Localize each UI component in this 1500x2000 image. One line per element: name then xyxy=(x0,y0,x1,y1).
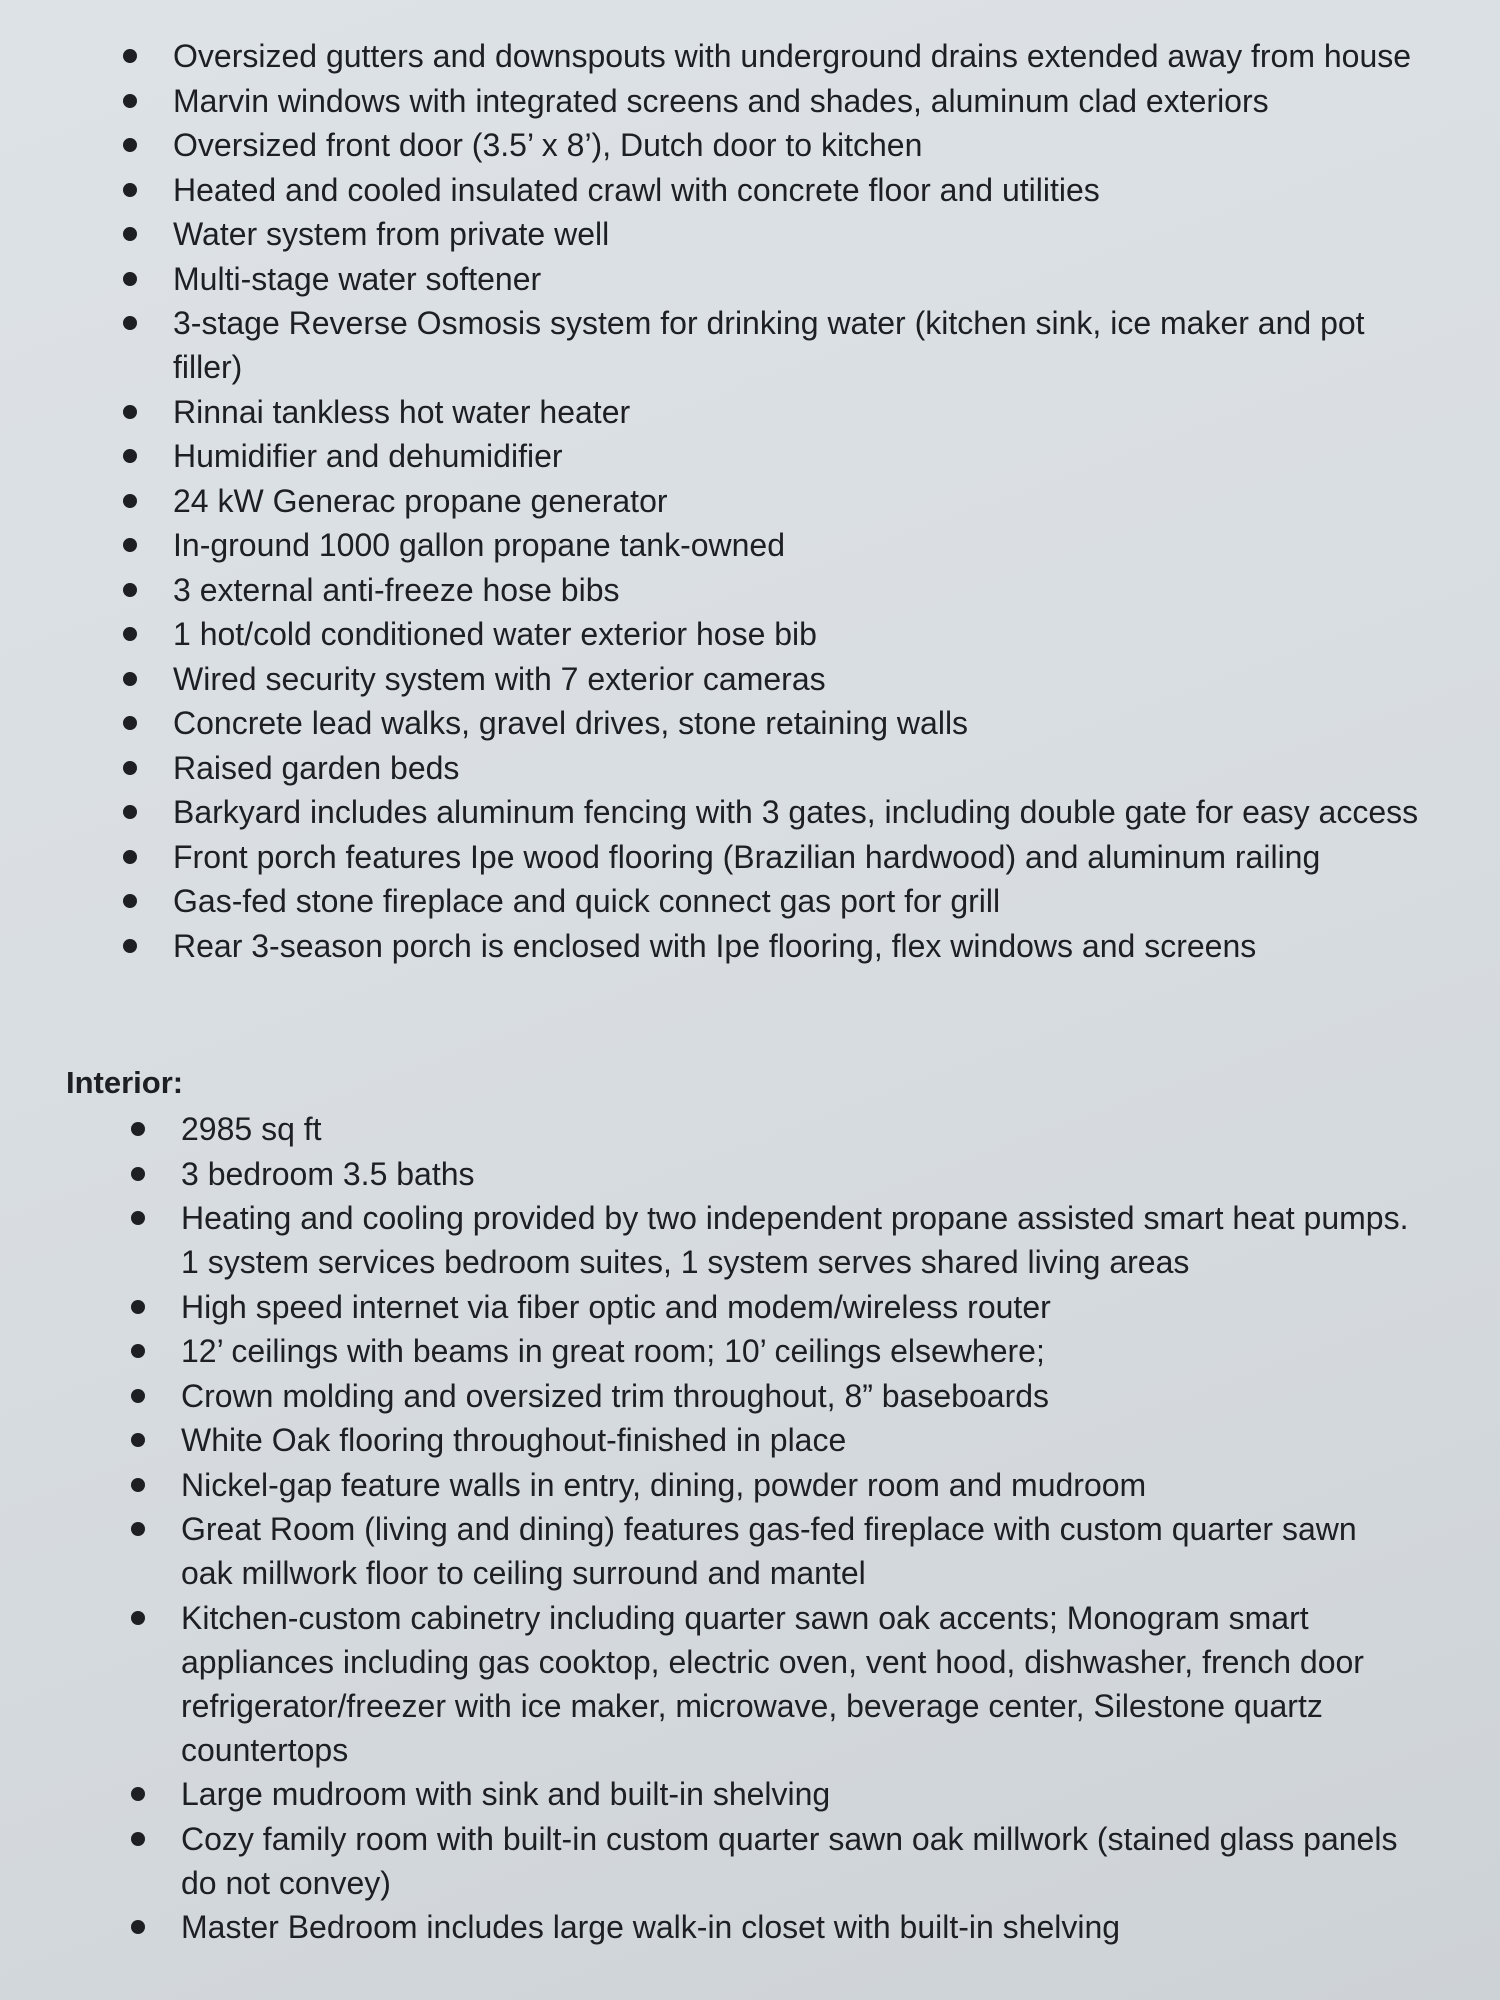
bullet-icon xyxy=(123,449,137,463)
list-item-text: Gas-fed stone fireplace and quick connect gas port for grill xyxy=(173,883,1001,919)
list-item xyxy=(173,479,1433,523)
list-item-text: Rinnai tankless hot water heater xyxy=(173,393,631,430)
list-item-text: Concrete lead walks, gravel drives, stone retaining walls xyxy=(173,705,969,741)
bullet-icon xyxy=(123,405,137,419)
list-item-text: Humidifier and dehumidifier xyxy=(173,438,563,474)
list-item xyxy=(181,1772,1411,1816)
bullet-icon xyxy=(131,1787,145,1801)
list-item-text: Cozy family room with built-in custom quarter sawn oak millwork (stained glass panels do not convey) xyxy=(181,1820,1398,1901)
list-item-text: Rear 3-season porch is enclosed with Ipe flooring, flex windows and screens xyxy=(173,927,1257,964)
list-item-text: Great Room (living and dining) features gas-fed fireplace with custom quarter sawn oak millwork floor to ceiling surround and mantel xyxy=(181,1511,1357,1591)
bullet-icon xyxy=(123,894,137,908)
bullet-icon xyxy=(131,1211,145,1225)
list-item xyxy=(181,1152,1411,1196)
list-item-text: Nickel-gap feature walls in entry, dining, powder room and mudroom xyxy=(181,1466,1147,1503)
bullet-icon xyxy=(131,1300,145,1314)
list-item xyxy=(173,301,1433,389)
list-item xyxy=(181,1463,1411,1507)
list-item xyxy=(181,1905,1411,1949)
bullet-icon xyxy=(131,1920,145,1934)
list-item xyxy=(173,701,1433,745)
list-item-text: Raised garden beds xyxy=(173,749,460,786)
list-item-text: 12’ ceilings with beams in great room; 10’ ceilings elsewhere; xyxy=(181,1333,1045,1369)
list-item xyxy=(181,1418,1411,1462)
list-item-text: Marvin windows with integrated screens and shades, aluminum clad exteriors xyxy=(173,82,1269,119)
list-item xyxy=(173,212,1433,256)
list-item-text: Oversized gutters and downspouts with underground drains extended away from house xyxy=(173,38,1412,74)
list-item xyxy=(173,34,1433,78)
list-item xyxy=(173,879,1433,923)
list-item xyxy=(173,746,1433,790)
bullet-icon xyxy=(123,627,137,641)
list-item xyxy=(173,657,1433,701)
bullet-icon xyxy=(123,227,137,241)
list-item xyxy=(173,390,1433,434)
list-item-text: Heating and cooling provided by two independent propane assisted smart heat pumps. 1 system services bedroom suites, 1 system serves shared living areas xyxy=(181,1200,1409,1280)
bullet-icon xyxy=(123,494,137,508)
bullet-icon xyxy=(123,939,137,953)
list-item xyxy=(173,612,1433,656)
interior-heading: Interior: xyxy=(66,1065,184,1100)
bullet-icon xyxy=(123,138,137,152)
list-item xyxy=(181,1507,1411,1595)
list-item-text: 3 bedroom 3.5 baths xyxy=(181,1155,475,1192)
bullet-icon xyxy=(123,805,137,819)
bullet-icon xyxy=(123,272,137,286)
list-item-text: Large mudroom with sink and built-in shelving xyxy=(181,1776,831,1812)
bullet-icon xyxy=(131,1522,145,1536)
list-item xyxy=(173,924,1433,968)
bullet-icon xyxy=(131,1344,145,1358)
list-item-text: White Oak flooring throughout-finished in place xyxy=(181,1422,847,1458)
list-item-text: 3 external anti-freeze hose bibs xyxy=(173,571,620,608)
list-item xyxy=(173,835,1433,879)
list-item xyxy=(173,790,1433,834)
list-item xyxy=(173,168,1433,212)
list-item-text: High speed internet via fiber optic and modem/wireless router xyxy=(181,1288,1051,1325)
bullet-icon xyxy=(123,183,137,197)
list-item-text: In-ground 1000 gallon propane tank-owned xyxy=(173,527,786,563)
list-item xyxy=(181,1329,1411,1373)
list-item xyxy=(181,1107,1411,1151)
bullet-icon xyxy=(123,583,137,597)
list-item-text: 1 hot/cold conditioned water exterior hose bib xyxy=(173,616,817,652)
list-item-text: Crown molding and oversized trim throughout, 8” baseboards xyxy=(181,1377,1050,1414)
bullet-icon xyxy=(123,761,137,775)
interior-feature-list xyxy=(181,1107,1411,1950)
list-item xyxy=(173,434,1433,478)
bullet-icon xyxy=(123,94,137,108)
list-item-text: Front porch features Ipe wood flooring (Brazilian hardwood) and aluminum railing xyxy=(173,838,1321,875)
bullet-icon xyxy=(123,49,137,63)
list-item-text: Wired security system with 7 exterior cameras xyxy=(173,660,826,697)
list-item xyxy=(181,1817,1411,1905)
bullet-icon xyxy=(123,672,137,686)
bullet-icon xyxy=(131,1122,145,1136)
list-item xyxy=(173,79,1433,123)
list-item xyxy=(173,257,1433,301)
bullet-icon xyxy=(123,716,137,730)
list-item xyxy=(181,1285,1411,1329)
bullet-icon xyxy=(123,316,137,330)
list-item xyxy=(181,1596,1411,1772)
bullet-icon xyxy=(131,1433,145,1447)
bullet-icon xyxy=(131,1478,145,1492)
list-item-text: Multi-stage water softener xyxy=(173,260,542,297)
bullet-icon xyxy=(123,850,137,864)
list-item xyxy=(173,523,1433,567)
list-item xyxy=(181,1196,1411,1284)
list-item-text: Barkyard includes aluminum fencing with 3 gates, including double gate for easy access xyxy=(173,794,1419,830)
list-item xyxy=(173,123,1433,167)
list-item xyxy=(173,568,1433,612)
bullet-icon xyxy=(131,1389,145,1403)
list-item-text: Kitchen-custom cabinetry including quarter sawn oak accents; Monogram smart appliances including gas cooktop, electric oven, vent hood, dishwasher, french door refrigerator/freezer with ice maker, microwave, beverage center, Silestone quartz countertops xyxy=(181,1599,1364,1768)
bullet-icon xyxy=(131,1611,145,1625)
list-item-text: Water system from private well xyxy=(173,216,610,252)
list-item-text: 2985 sq ft xyxy=(181,1111,322,1147)
exterior-feature-list xyxy=(173,34,1433,968)
bullet-icon xyxy=(123,538,137,552)
list-item-text: Heated and cooled insulated crawl with concrete floor and utilities xyxy=(173,171,1100,208)
list-item-text: Oversized front door (3.5’ x 8’), Dutch door to kitchen xyxy=(173,127,923,163)
list-item-text: Master Bedroom includes large walk-in closet with built-in shelving xyxy=(181,1909,1121,1945)
list-item xyxy=(181,1374,1411,1418)
bullet-icon xyxy=(131,1167,145,1181)
bullet-icon xyxy=(131,1832,145,1846)
list-item-text: 24 kW Generac propane generator xyxy=(173,482,668,519)
list-item-text: 3-stage Reverse Osmosis system for drinking water (kitchen sink, ice maker and pot filler) xyxy=(173,305,1365,385)
